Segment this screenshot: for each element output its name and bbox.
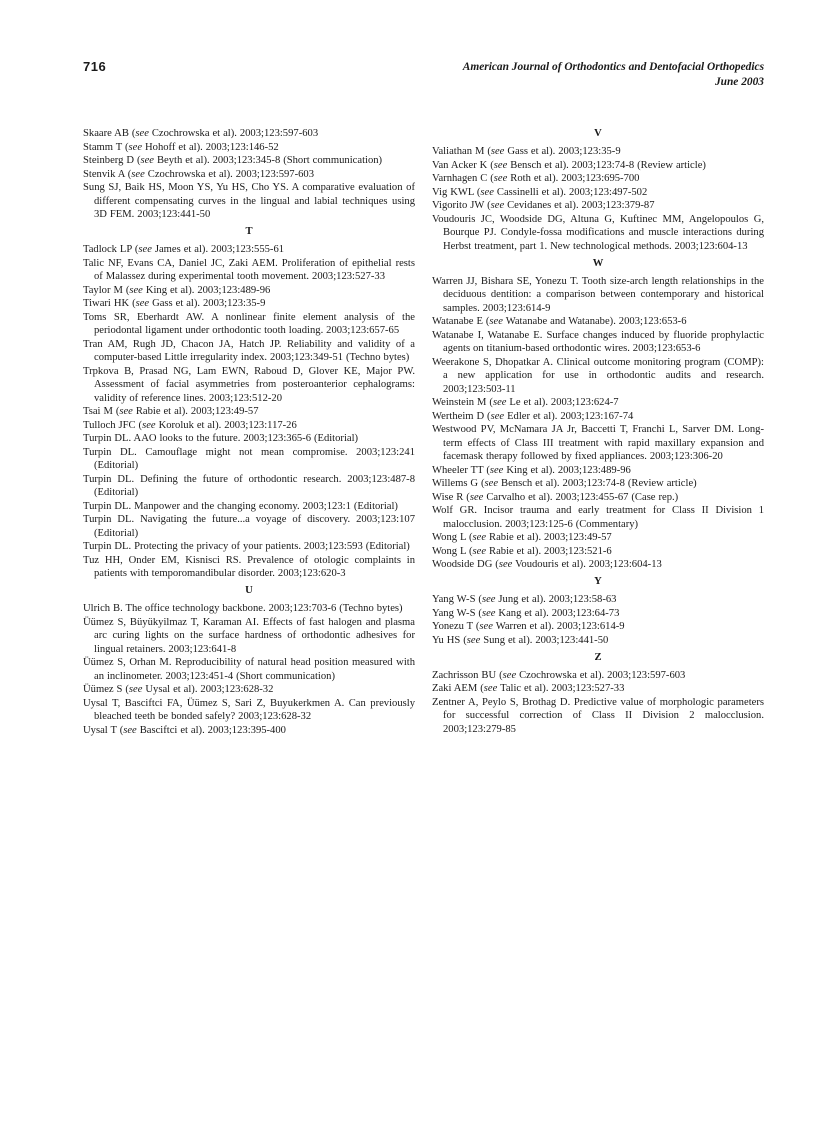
index-entry: Wolf GR. Incisor trauma and early treatment for Class II Division 1 malocclusion. 2003;123:125-6 (Commentary) bbox=[432, 505, 764, 530]
index-entry: Woodside DG (see Voudouris et al). 2003;123:604-13 bbox=[432, 559, 662, 570]
index-entry: Watanabe E (see Watanabe and Watanabe). 2003;123:653-6 bbox=[432, 316, 687, 327]
index-column-left bbox=[83, 127, 415, 737]
index-entry: Turpin DL. AAO looks to the future. 2003;123:365-6 (Editorial) bbox=[83, 433, 359, 444]
index-entry: Ulrich B. The office technology backbone. 2003;123:703-6 (Techno bytes) bbox=[83, 603, 403, 614]
index-entry: Tiwari HK (see Gass et al). 2003;123:35-9 bbox=[83, 298, 266, 309]
index-entry: Vig KWL (see Cassinelli et al). 2003;123:497-502 bbox=[432, 186, 648, 198]
index-entry: Wise R (see Carvalho et al). 2003;123:455-67 (Case rep.) bbox=[432, 491, 679, 503]
index-entry: Vigorito JW (see Cevidanes et al). 2003;123:379-87 bbox=[432, 200, 655, 211]
index-entry: Voudouris JC, Woodside DG, Altuna G, Kuftinec MM, Angelopoulos G, Bourque PJ. Condyle-fossa modifications and muscle interactions during Herbst treatment, part 1. New technological methods. 2003;123:604-13 bbox=[432, 213, 764, 252]
index-entry: Zaki AEM (see Talic et al). 2003;123:527-33 bbox=[432, 683, 625, 694]
index-entry: Yang W-S (see Kang et al). 2003;123:64-73 bbox=[432, 607, 620, 619]
index-entry: Turpin DL. Camouflage might not mean compromise. 2003;123:241 (Editorial) bbox=[83, 446, 415, 471]
index-entry: Uysal T, Basciftci FA, Üümez S, Sari Z, Buyukerkmen A. Can previously bleached teeth be bonded safely? 2003;123:628-32 bbox=[83, 697, 415, 722]
section-letter: U bbox=[245, 585, 253, 596]
index-entry: Talic NF, Evans CA, Daniel JC, Zaki AEM. Proliferation of epithelial rests of Malassez during experimental tooth movement. 2003;123:527-33 bbox=[83, 257, 415, 282]
index-entry: Toms SR, Eberhardt AW. A nonlinear finite element analysis of the periodontal ligament under orthodontic tooth loading. 2003;123:657-65 bbox=[83, 311, 415, 336]
index-entry: Stenvik A (see Czochrowska et al). 2003;123:597-603 bbox=[83, 168, 315, 180]
index-entry: Yonezu T (see Warren et al). 2003;123:614-9 bbox=[432, 621, 625, 632]
index-entry: Warren JJ, Bishara SE, Yonezu T. Tooth size-arch length relationships in the deciduous dentition: a comparison between contemporary and historical samples. 2003;123:614-9 bbox=[432, 275, 764, 314]
index-entry: Trpkova B, Prasad NG, Lam EWN, Raboud D, Glover KE, Major PW. Assessment of facial asymmetries from posteroanterior cephalograms: validity of reference lines. 2003;123:512-20 bbox=[83, 365, 415, 404]
index-entry: Turpin DL. Navigating the future...a voyage of discovery. 2003;123:107 (Editorial) bbox=[83, 514, 415, 539]
index-entry: Zachrisson BU (see Czochrowska et al). 2003;123:597-603 bbox=[432, 669, 686, 681]
page-number: 716 bbox=[83, 59, 107, 74]
index-entry: Üümez S, Orhan M. Reproducibility of natural head position measured with an inclinometer. 2003;123:451-4 (Short communication) bbox=[83, 657, 415, 682]
index-entry: Yu HS (see Sung et al). 2003;123:441-50 bbox=[432, 634, 609, 646]
index-entry: Weinstein M (see Le et al). 2003;123:624-7 bbox=[432, 397, 619, 408]
section-letter: W bbox=[592, 257, 604, 269]
author-index bbox=[83, 127, 764, 737]
index-entry: Turpin DL. Manpower and the changing economy. 2003;123:1 (Editorial) bbox=[83, 500, 398, 512]
index-entry: Willems G (see Bensch et al). 2003;123:74-8 (Review article) bbox=[432, 478, 697, 489]
index-entry: Turpin DL. Protecting the privacy of your patients. 2003;123:593 (Editorial) bbox=[83, 541, 410, 552]
index-entry: Van Acker K (see Bensch et al). 2003;123:74-8 (Review article) bbox=[432, 159, 706, 171]
index-entry: Uysal T (see Basciftci et al). 2003;123:395-400 bbox=[83, 724, 286, 736]
running-head bbox=[463, 60, 764, 89]
index-entry: Skaare AB (see Czochrowska et al). 2003;123:597-603 bbox=[83, 128, 319, 139]
journal-title: American Journal of Orthodontics and Dentofacial Orthopedics bbox=[462, 61, 764, 73]
index-entry: Tadlock LP (see James et al). 2003;123:555-61 bbox=[83, 244, 285, 255]
index-entry: Stamm T (see Hohoff et al). 2003;123:146-52 bbox=[83, 141, 279, 153]
index-entry: Wertheim D (see Edler et al). 2003;123:167-74 bbox=[432, 410, 634, 422]
index-entry: Üümez S, Büyükyilmaz T, Karaman AI. Effects of fast halogen and plasma arc curing lights on the surface hardness of orthodontic adhesives for lingual retainers. 2003;123:641-8 bbox=[83, 616, 415, 655]
index-entry: Weerakone S, Dhopatkar A. Clinical outcome monitoring program (COMP): a new application for use in orthodontic audits and research. 2003;123:503-11 bbox=[432, 356, 764, 395]
index-entry: Tulloch JFC (see Koroluk et al). 2003;123:117-26 bbox=[83, 419, 297, 431]
section-letter: Z bbox=[594, 651, 602, 663]
index-entry: Yang W-S (see Jung et al). 2003;123:58-63 bbox=[432, 594, 617, 605]
section-letter: Y bbox=[594, 576, 602, 587]
index-entry: Westwood PV, McNamara JA Jr, Baccetti T, Franchi L, Sarver DM. Long-term effects of Class III treatment with rapid maxillary expansion and facemask therapy followed by fixed appliances. 2003;123:306-20 bbox=[432, 424, 764, 462]
index-entry: Wong L (see Rabie et al). 2003;123:521-6 bbox=[432, 545, 612, 557]
index-column-right bbox=[432, 127, 764, 737]
index-entry: Taylor M (see King et al). 2003;123:489-96 bbox=[83, 284, 271, 296]
index-entry: Watanabe I, Watanabe E. Surface changes induced by fluoride prophylactic agents on titanium-based orthodontic wires. 2003;123:653-6 bbox=[432, 329, 764, 354]
page-header bbox=[83, 60, 764, 89]
index-entry: Tran AM, Rugh JD, Chacon JA, Hatch JP. Reliability and validity of a computer-based Little irregularity index. 2003;123:349-51 (Techno bytes) bbox=[83, 338, 415, 363]
section-letter: T bbox=[245, 226, 253, 237]
index-entry: Zentner A, Peylo S, Brothag D. Predictive value of morphologic parameters for successful correction of Class II Division 2 malocclusion. 2003;123:279-85 bbox=[432, 696, 764, 735]
index-entry: Üümez S (see Uysal et al). 2003;123:628-32 bbox=[83, 684, 274, 695]
index-entry: Steinberg D (see Beyth et al). 2003;123:345-8 (Short communication) bbox=[83, 155, 383, 166]
index-entry: Sung SJ, Baik HS, Moon YS, Yu HS, Cho YS. A comparative evaluation of different compensating curves in the lingual and labial techniques using 3D FEM. 2003;123:441-50 bbox=[83, 182, 415, 220]
index-entry: Varnhagen C (see Roth et al). 2003;123:695-700 bbox=[432, 173, 640, 184]
index-entry: Wheeler TT (see King et al). 2003;123:489-96 bbox=[432, 464, 631, 476]
section-letter: V bbox=[594, 128, 602, 139]
issue-date: June 2003 bbox=[714, 75, 764, 88]
index-entry: Tsai M (see Rabie et al). 2003;123:49-57 bbox=[83, 406, 259, 417]
index-entry: Valiathan M (see Gass et al). 2003;123:35-9 bbox=[432, 146, 621, 157]
index-entry: Turpin DL. Defining the future of orthodontic research. 2003;123:487-8 (Editorial) bbox=[83, 473, 415, 498]
index-entry: Tuz HH, Onder EM, Kisnisci RS. Prevalence of otologic complaints in patients with temporomandibular disorder. 2003;123:620-3 bbox=[83, 554, 415, 579]
index-entry: Wong L (see Rabie et al). 2003;123:49-57 bbox=[432, 532, 612, 543]
